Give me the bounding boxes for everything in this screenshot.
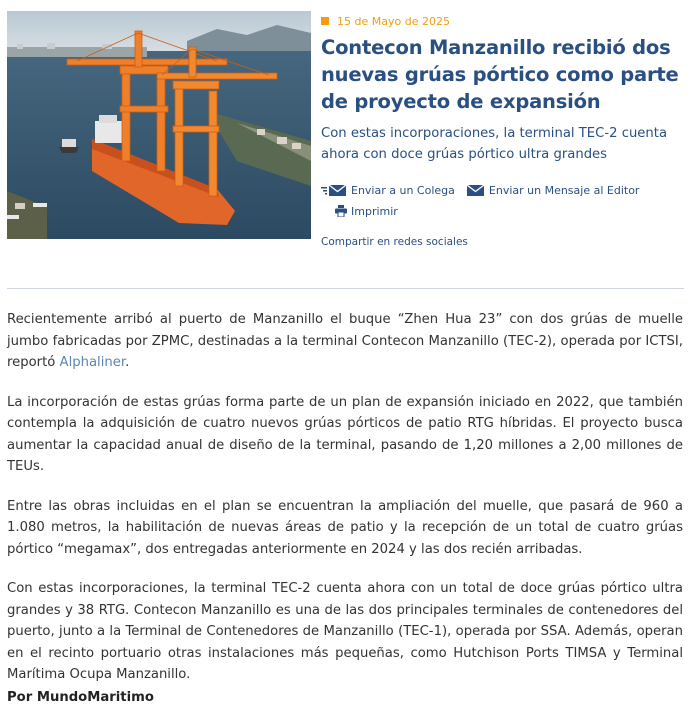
send-to-editor-label: Enviar un Mensaje al Editor bbox=[488, 183, 640, 197]
send-to-colleague-label: Enviar a un Colega bbox=[351, 183, 455, 197]
share-social-link[interactable]: Compartir en redes sociales bbox=[321, 236, 468, 248]
article-paragraph-2: La incorporación de estas grúas forma parte de un plan de expansión iniciado en 2022, que también contempla la adquisición de cuatro nuevos grúas pórticos de patio RTG híbridas. El proyecto busca aumentar la capacidad anual de diseño de la terminal, pasando de 1,20 millones a 2,00 millones de TEUs. bbox=[7, 394, 683, 474]
publish-date: 15 de Mayo de 2025 bbox=[337, 14, 450, 28]
article-paragraph-3: Entre las obras incluidas en el plan se encuentran la ampliación del muelle, que pasará de 960 a 1.080 metros, la habilitación de nuevas áreas de patio y la recepción de un total de cuatro grúas pórtico “megamax”, dos entregadas anteriormente en 2024 y las dos recién arribadas. bbox=[7, 498, 683, 557]
date-marker-icon bbox=[321, 17, 329, 25]
article-subtitle: Con estas incorporaciones, la terminal TEC-2 cuenta ahora con doce grúas pórtico ultra grandes bbox=[321, 126, 668, 162]
send-to-editor-link[interactable] bbox=[467, 184, 640, 197]
email-icon bbox=[467, 184, 485, 196]
printer-icon bbox=[335, 205, 347, 217]
email-forward-icon bbox=[321, 184, 347, 196]
article-image bbox=[7, 11, 311, 239]
send-to-colleague-link[interactable] bbox=[321, 184, 455, 197]
print-link[interactable] bbox=[335, 205, 398, 218]
source-link-alphaliner[interactable]: Alphaliner bbox=[59, 355, 126, 370]
article-actions bbox=[321, 181, 691, 219]
article-body bbox=[7, 309, 683, 704]
article-paragraph-1 bbox=[7, 309, 683, 374]
article-byline: Por MundoMaritimo bbox=[7, 690, 154, 705]
section-divider bbox=[7, 288, 684, 289]
paragraph-1-text: Recientemente arribó al puerto de Manzanillo el buque “Zhen Hua 23” con dos grúas de muelle jumbo fabricadas por ZPMC, destinadas a la terminal Contecon Manzanillo (TEC-2), operada por ICTSI, reportó bbox=[7, 312, 683, 370]
paragraph-1-end: . bbox=[125, 355, 130, 370]
print-label: Imprimir bbox=[351, 204, 398, 218]
article-header bbox=[321, 13, 684, 165]
date-row bbox=[321, 13, 684, 29]
article-paragraph-4: Con estas incorporaciones, la terminal TEC-2 cuenta ahora con un total de doce grúas pórtico ultra grandes y 38 RTG. Contecon Manzanillo es una de las dos principales terminales de contenedores del puerto, junto a la Terminal de Contenedores de Manzanillo (TEC-1), operada por SSA. Además, operan en el recinto portuario otras instalaciones más pequeñas, como Hutchison Ports TIMSA y Terminal Marítima Ocupa Manzanillo. bbox=[7, 581, 683, 682]
article-title: Contecon Manzanillo recibió dos nuevas grúas pórtico como parte de proyecto de expansión bbox=[321, 36, 679, 113]
